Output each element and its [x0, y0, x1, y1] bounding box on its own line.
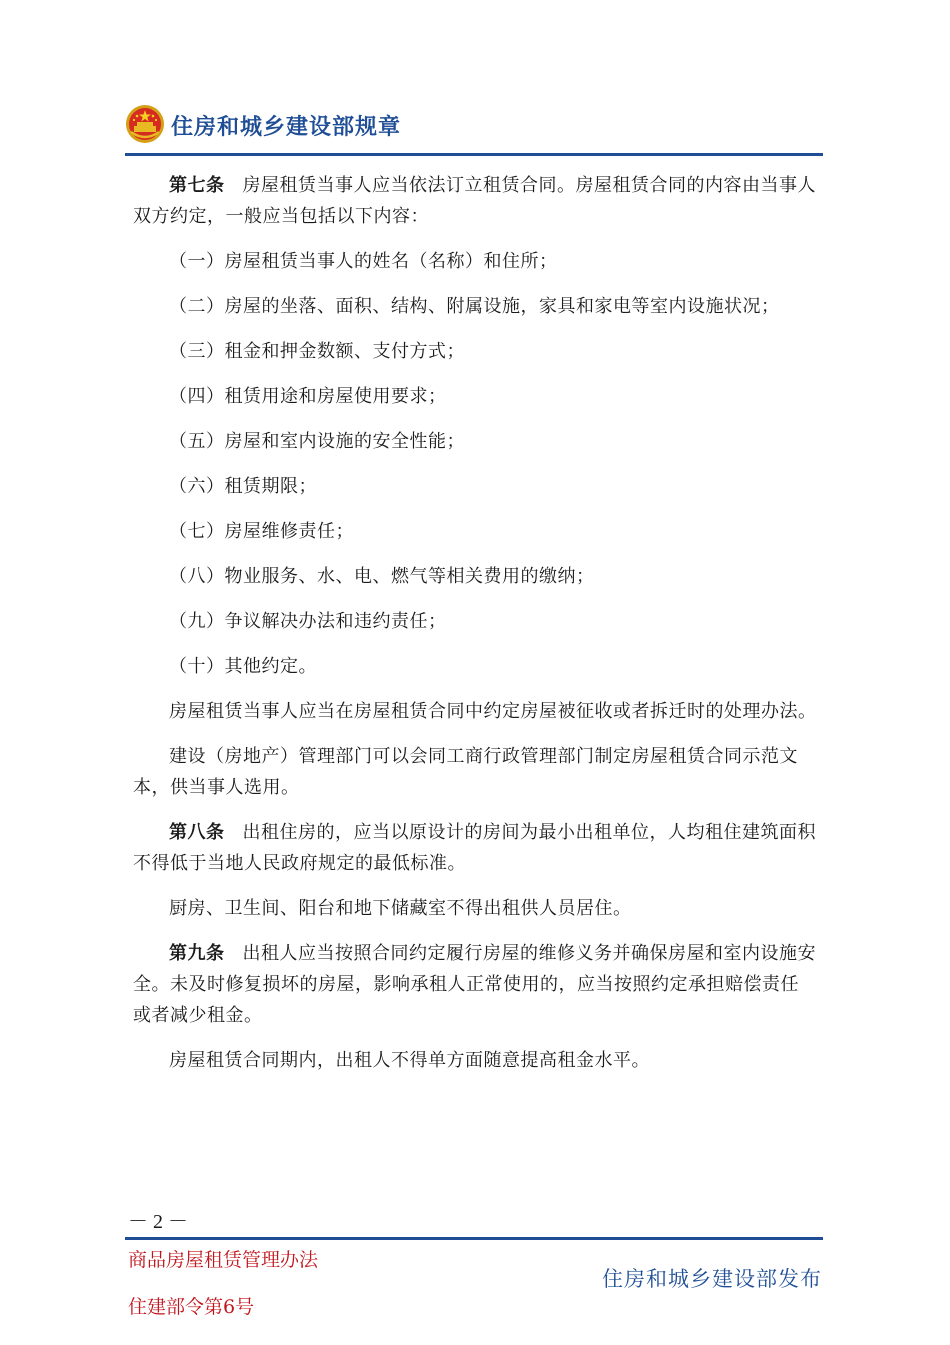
paragraph-text: （七）房屋维修责任；	[169, 521, 354, 542]
article-number: 第八条	[169, 822, 225, 843]
paragraph	[133, 336, 817, 367]
article-number: 第七条	[169, 175, 225, 196]
document-body	[133, 170, 817, 1090]
paragraph-text: 建设（房地产）管理部门可以会同工商行政管理部门制定房屋租赁合同示范文本，供当事人选用。	[133, 746, 798, 798]
paragraph	[133, 651, 817, 682]
header-divider	[125, 153, 823, 156]
national-emblem-icon	[125, 104, 165, 144]
paragraph	[133, 291, 817, 322]
paragraph-text: （五）房屋和室内设施的安全性能；	[169, 431, 465, 452]
paragraph	[133, 696, 817, 727]
paragraph	[133, 246, 817, 277]
article-paragraph	[133, 817, 817, 879]
paragraph	[133, 381, 817, 412]
paragraph-text: 出租住房的，应当以原设计的房间为最小出租单位，人均租住建筑面积不得低于当地人民政府规定的最低标准。	[133, 822, 816, 874]
page-header	[125, 100, 823, 158]
paragraph-text: （九）争议解决办法和违约责任；	[169, 611, 447, 632]
paragraph	[133, 471, 817, 502]
paragraph-text: （四）租赁用途和房屋使用要求；	[169, 386, 447, 407]
article-paragraph	[133, 938, 817, 1031]
document-title: 商品房屋租赁管理办法	[128, 1249, 319, 1271]
paragraph	[133, 426, 817, 457]
article-paragraph	[133, 170, 817, 232]
header-title: 住房和城乡建设部规章	[171, 114, 402, 140]
document-number: 住建部令第6号	[128, 1296, 255, 1318]
paragraph-text: （一）房屋租赁当事人的姓名（名称）和住所；	[169, 251, 558, 272]
paragraph-text: 厨房、卫生间、阳台和地下储藏室不得出租供人员居住。	[169, 898, 632, 919]
paragraph-text: （三）租金和押金数额、支付方式；	[169, 341, 465, 362]
paragraph-text: 房屋租赁当事人应当依法订立租赁合同。房屋租赁合同的内容由当事人双方约定，一般应当包括以下内容：	[133, 175, 816, 227]
paragraph	[133, 893, 817, 924]
paragraph-text: （六）租赁期限；	[169, 476, 317, 497]
footer-divider	[125, 1237, 823, 1240]
paragraph	[133, 516, 817, 547]
paragraph	[133, 1045, 817, 1076]
paragraph-text: （二）房屋的坐落、面积、结构、附属设施，家具和家电等室内设施状况；	[169, 296, 780, 317]
paragraph-text: 房屋租赁合同期内，出租人不得单方面随意提高租金水平。	[169, 1050, 650, 1071]
paragraph-text: 出租人应当按照合同约定履行房屋的维修义务并确保房屋和室内设施安全。未及时修复损坏的房屋，影响承租人正常使用的，应当按照约定承担赔偿责任或者减少租金。	[133, 943, 816, 1026]
article-number: 第九条	[169, 943, 225, 964]
page-number: － 2 －	[128, 1211, 188, 1233]
paragraph	[133, 741, 817, 803]
paragraph-text: （十）其他约定。	[169, 656, 317, 677]
paragraph-text: （八）物业服务、水、电、燃气等相关费用的缴纳；	[169, 566, 595, 587]
paragraph	[133, 606, 817, 637]
paragraph-text: 房屋租赁当事人应当在房屋租赁合同中约定房屋被征收或者拆迁时的处理办法。	[169, 701, 817, 722]
paragraph	[133, 561, 817, 592]
publisher: 住房和城乡建设部发布	[602, 1267, 822, 1291]
